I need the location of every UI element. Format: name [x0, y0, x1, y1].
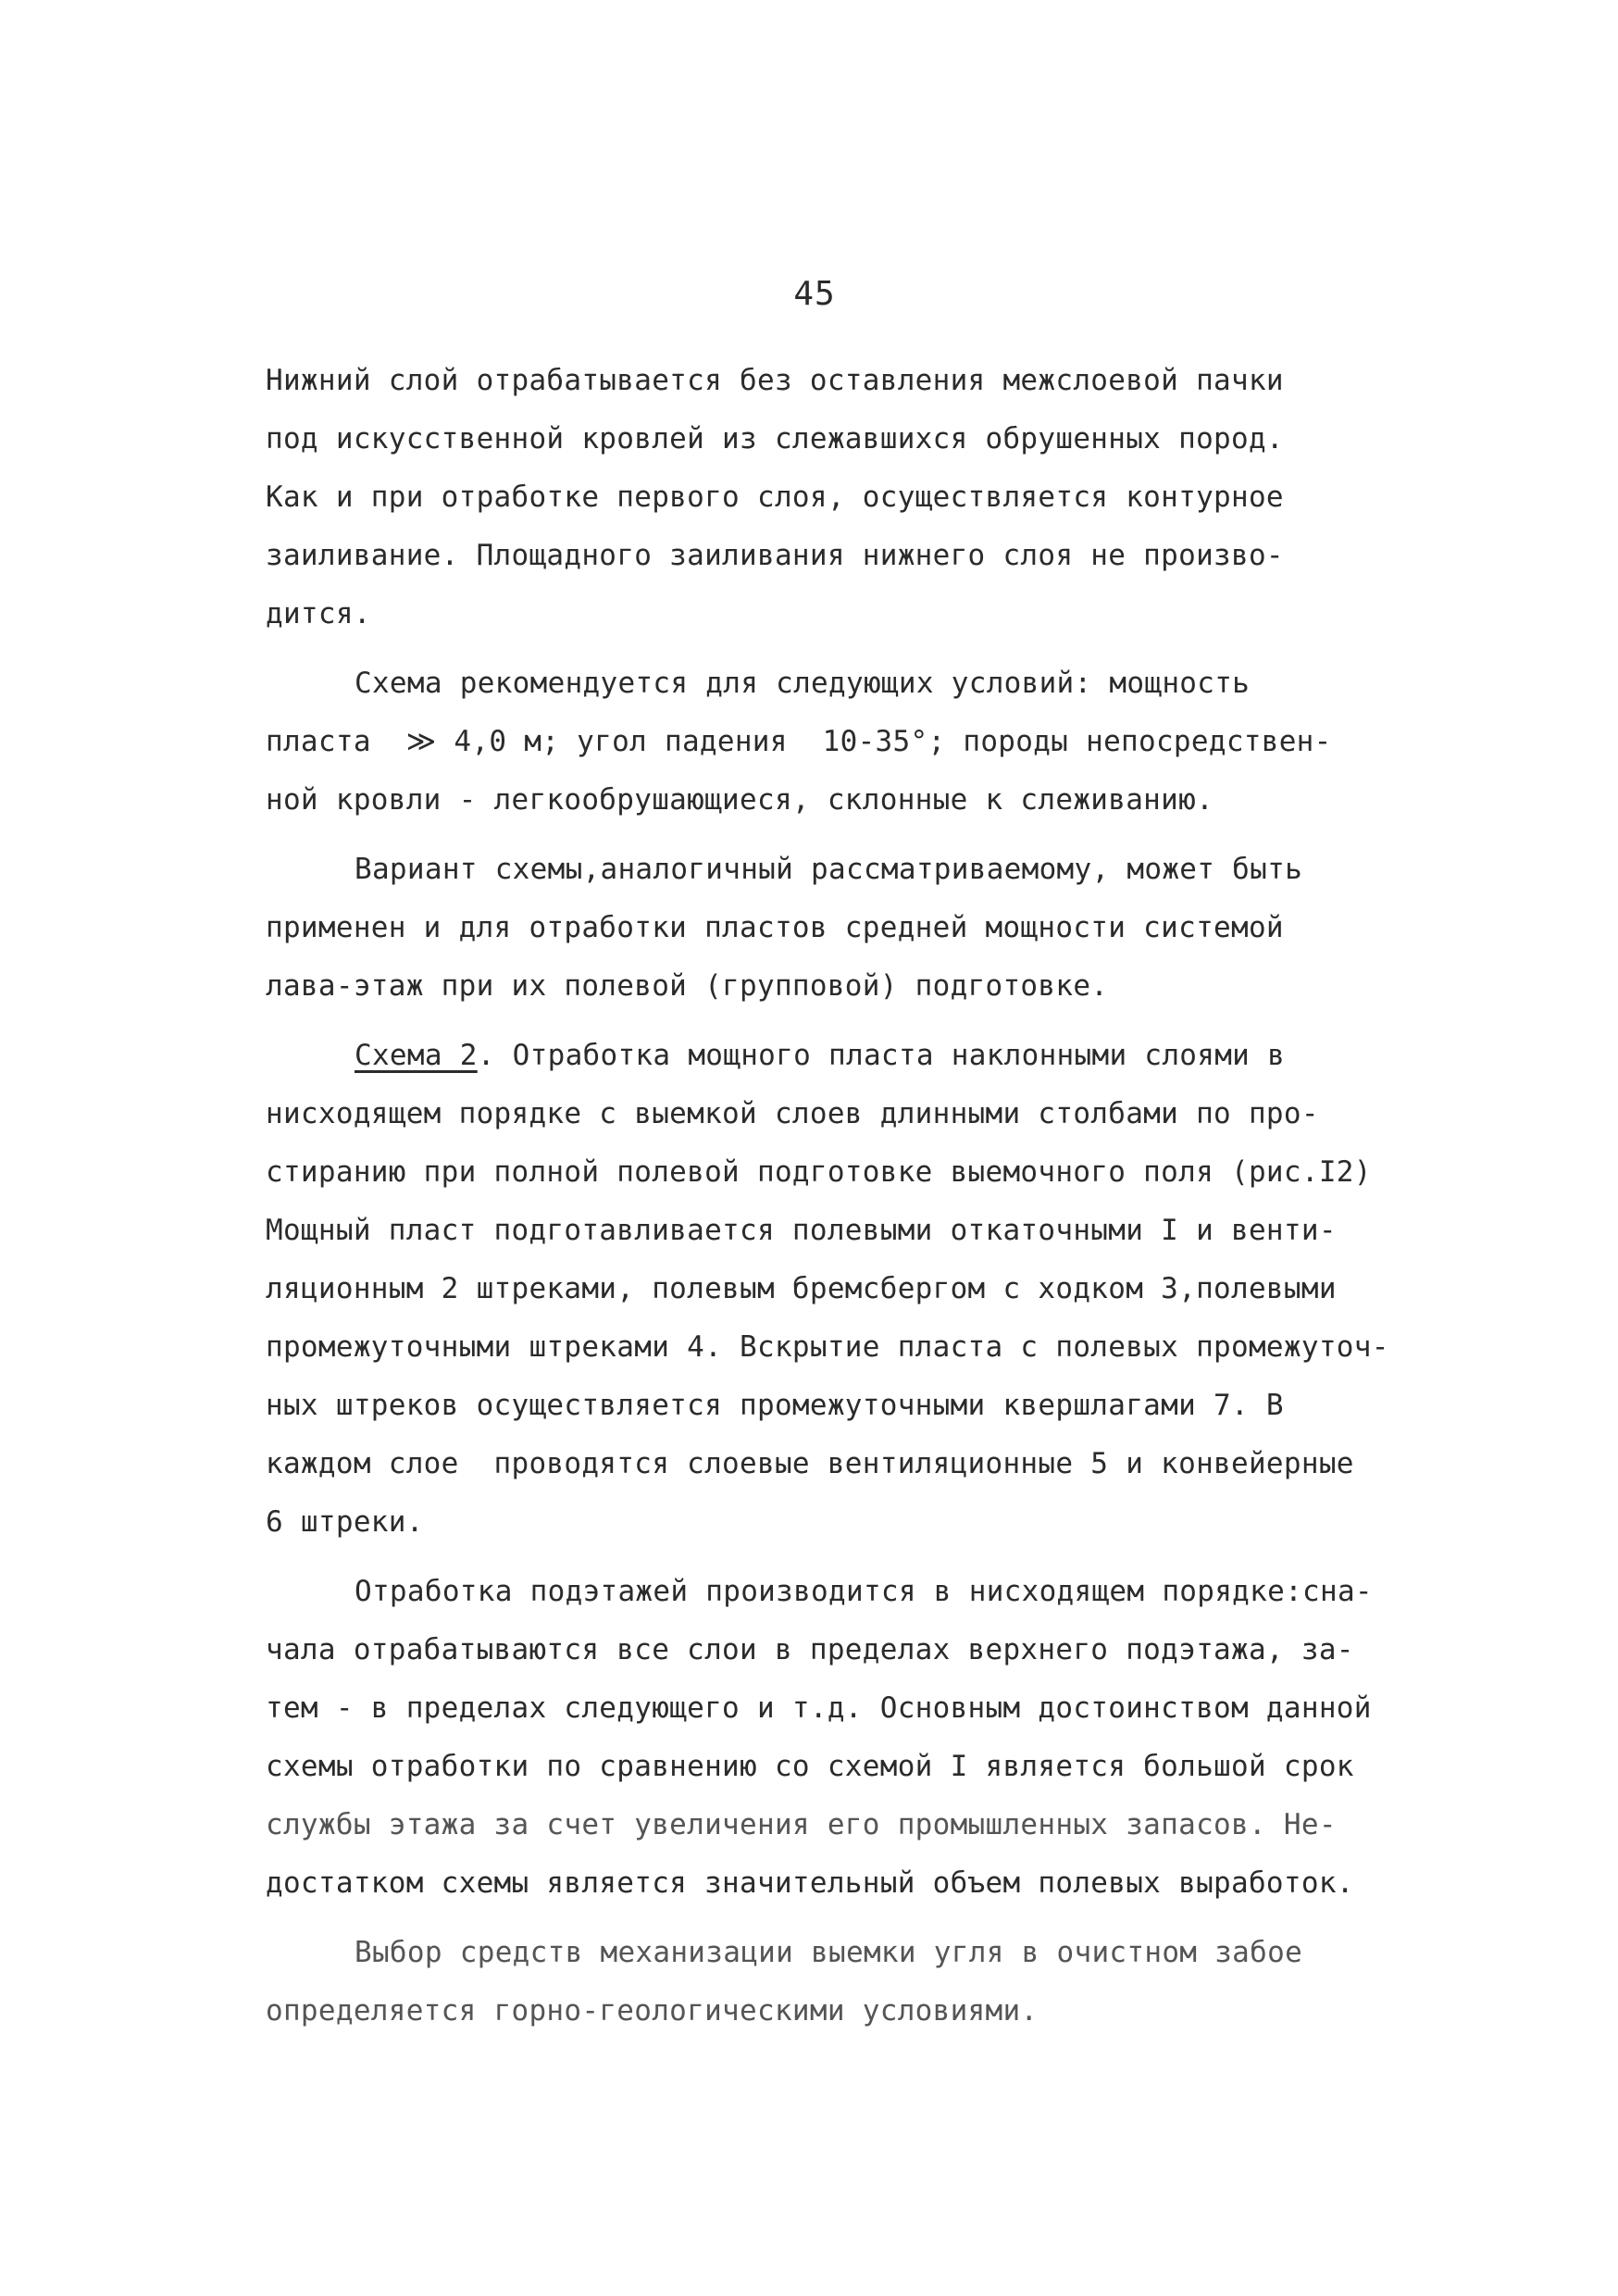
- text-line: определяется горно-геологическими условиями.: [266, 1994, 1039, 2028]
- text-line: Нижний слой отрабатывается без оставления межслоевой пачки: [266, 364, 1284, 397]
- text-line: схемы отработки по сравнению со схемой I является большой срок: [266, 1750, 1354, 1783]
- page-number: 45: [793, 275, 836, 313]
- text-line: чала отрабатываются все слои в пределах верхнего подэтажа, за-: [266, 1633, 1354, 1666]
- text-line: Вариант схемы,аналогичный рассматриваемому, может быть: [355, 853, 1303, 886]
- text-line: Отработка подэтажей производится в нисходящем порядке:сна-: [355, 1575, 1373, 1608]
- text-line: под искусственной кровлей из слежавшихся обрушенных пород.: [266, 422, 1284, 455]
- text-line: Мощный пласт подготавливается полевыми откаточными I и венти-: [266, 1214, 1337, 1247]
- scheme-2-first-line: [266, 1027, 1413, 1085]
- scheme-2-heading: Схема 2: [355, 1039, 478, 1072]
- scheme-2-first-line-text: . Отработка мощного пласта наклонными слоями в: [477, 1039, 1286, 1072]
- paragraph-5: [266, 1563, 1413, 1913]
- text-line: стиранию при полной полевой подготовке выемочного поля (рис.I2): [266, 1155, 1372, 1189]
- text-line: Как и при отработке первого слоя, осуществляется контурное: [266, 480, 1284, 514]
- text-line: достатком схемы является значительный объем полевых выработок.: [266, 1866, 1354, 1900]
- text-line: дится.: [266, 597, 371, 630]
- text-line: Выбор средств механизации выемки угля в очистном забое: [355, 1936, 1303, 1969]
- paragraph-6: [266, 1924, 1413, 2040]
- text-line: нисходящем порядке с выемкой слоев длинными столбами по про-: [266, 1097, 1319, 1130]
- paragraph-2: [266, 655, 1413, 830]
- paragraph-4: [266, 1027, 1413, 1552]
- text-line: применен и для отработки пластов средней мощности системой: [266, 911, 1284, 944]
- text-line: пласта ≫ 4,0 м; угол падения 10-35°; породы непосредствен-: [266, 725, 1332, 758]
- text-line: тем - в пределах следующего и т.д. Основным достоинством данной: [266, 1691, 1372, 1725]
- paragraph-1: [266, 352, 1413, 643]
- text-line: промежуточными штреками 4. Вскрытие пласта с полевых промежуточ-: [266, 1330, 1389, 1364]
- text-line: каждом слое проводятся слоевые вентиляционные 5 и конвейерные: [266, 1447, 1354, 1480]
- text-line: 6 штреки.: [266, 1505, 424, 1539]
- body-text: [266, 352, 1413, 2040]
- text-line: заиливание. Площадного заиливания нижнего слоя не произво-: [266, 539, 1284, 572]
- text-line: Схема рекомендуется для следующих условий: мощность: [355, 667, 1251, 700]
- text-line: службы этажа за счет увеличения его промышленных запасов. Не-: [266, 1808, 1337, 1841]
- text-line: ляционным 2 штреками, полевым бремсбергом с ходком 3,полевыми: [266, 1272, 1337, 1305]
- text-line: ной кровли - легкообрушающиеся, склонные к слеживанию.: [266, 783, 1214, 817]
- text-line: ных штреков осуществляется промежуточными квершлагами 7. В: [266, 1389, 1284, 1422]
- paragraph-3: [266, 841, 1413, 1016]
- text-line: лава-этаж при их полевой (групповой) подготовке.: [266, 969, 1109, 1003]
